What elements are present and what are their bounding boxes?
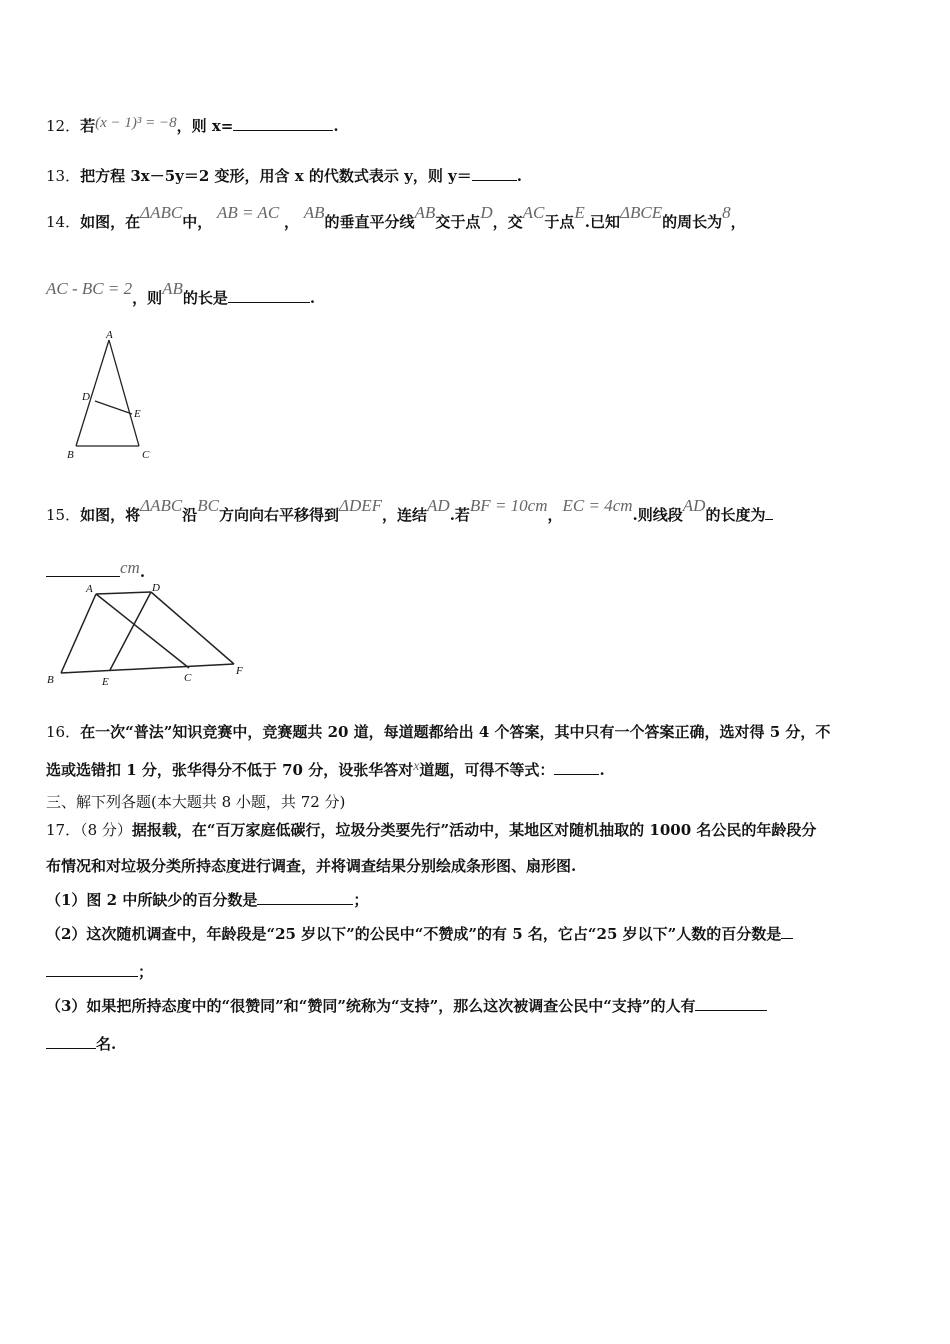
section-3-title: 三、解下列各题(本大题共 8 小题，共 72 分) xyxy=(46,793,346,811)
q15-math-4: AD xyxy=(427,496,450,515)
side-ac xyxy=(109,340,139,446)
label-b: B xyxy=(67,449,74,461)
q17-number: 17． xyxy=(46,821,81,839)
label-d: D xyxy=(82,391,90,403)
q13-answer-blank xyxy=(472,166,517,181)
q14-math-8: ΔBCE xyxy=(620,203,663,222)
q17-part-3-text: （3）如果把所持态度中的“很赞同”和“赞同”统称为“支持”，那么这次被调查公民中“支持”的人有 xyxy=(46,997,696,1015)
figure-15-translation xyxy=(44,582,254,692)
q14-text-12: 的长是 xyxy=(182,289,228,307)
q17-part-3-end: 名. xyxy=(96,1035,117,1053)
q14-text-5: 交于点 xyxy=(435,213,481,231)
q16-line-2b: 道题，可得不等式： xyxy=(419,761,555,779)
q14-text-1: 如图，在 xyxy=(80,213,141,231)
q15-text-7: .则线段 xyxy=(632,506,683,524)
q14-math-4: AB xyxy=(414,203,436,222)
side-de xyxy=(110,592,151,670)
q14-math-7: E xyxy=(574,203,585,222)
q14-math-3: AB xyxy=(303,203,325,222)
q14-math-2: AB = AC xyxy=(217,203,280,222)
label-e: E xyxy=(134,408,141,420)
q14-number: 14． xyxy=(46,213,81,231)
q12-pre: 若 xyxy=(80,117,96,135)
q12-post: ，则 x= xyxy=(176,117,234,135)
label-d: D xyxy=(152,582,160,594)
q15-math-2: BC xyxy=(197,496,219,515)
side-ab xyxy=(76,340,109,446)
question-17-part-3 xyxy=(46,996,767,1016)
q15-text-4: ，连结 xyxy=(382,506,428,524)
q14-math-6: AC xyxy=(522,203,545,222)
question-14 xyxy=(46,203,746,232)
q17-part-2-blank-b xyxy=(46,962,138,977)
q15-unit: cm xyxy=(120,558,140,577)
q12-number: 12． xyxy=(46,117,81,135)
q14-text-4: 的垂直平分线 xyxy=(324,213,415,231)
q16-line-1: 在一次“普法”知识竞赛中，竞赛题共 20 道，每道题都给出 4 个答案，其中只有一个答案正确，选对得 5 分，不 xyxy=(80,723,831,741)
q13-text: 把方程 3x－5y＝2 变形，用含 x 的代数式表示 y，则 y＝ xyxy=(80,167,472,185)
q17-line-1: 据报载，在“百万家庭低碳行，垃圾分类要先行”活动中，某地区对随机抽取的 1000 名公民的年龄段分 xyxy=(131,821,817,839)
label-b: B xyxy=(47,674,54,686)
q17-part-2-end: ； xyxy=(138,963,154,981)
q17-part-3-blank-b xyxy=(46,1034,96,1049)
side-ab xyxy=(61,594,96,673)
label-a: A xyxy=(106,329,113,341)
figure-14-triangle xyxy=(62,328,162,463)
q16-line-2a: 选或选错扣 1 分，张华得分不低于 70 分，设张华答对 xyxy=(46,761,414,779)
q14-text-8: .已知 xyxy=(584,213,620,231)
q14-text-7: 于点 xyxy=(544,213,575,231)
q15-math-5: BF = 10cm xyxy=(469,496,548,515)
segment-ad xyxy=(96,592,151,594)
q12-end: . xyxy=(333,117,339,135)
baseline-bf xyxy=(61,664,234,673)
q14-text-10: ， xyxy=(730,213,746,231)
q15-text-6: ， xyxy=(547,506,563,524)
q14-text-9: 的周长为 xyxy=(662,213,723,231)
q16-variable: x xyxy=(413,759,420,774)
question-17-line-2 xyxy=(46,856,576,876)
q15-math-6: EC = 4cm xyxy=(562,496,633,515)
q14-answer-blank xyxy=(228,288,310,303)
q14-text-3: ， xyxy=(283,213,299,231)
question-17-part-2 xyxy=(46,924,793,944)
q12-answer-blank xyxy=(233,116,333,131)
q14-math-11: AB xyxy=(162,279,183,298)
q13-end: . xyxy=(516,167,523,185)
question-13 xyxy=(46,166,522,186)
q15-end: . xyxy=(139,563,146,581)
q16-end: . xyxy=(599,761,605,779)
q13-number: 13． xyxy=(46,167,81,185)
q17-part-1-end: ； xyxy=(353,891,369,909)
label-f: F xyxy=(236,665,243,677)
q16-answer-blank xyxy=(554,760,599,775)
q12-equation: (x − 1)³ = −8 xyxy=(95,115,177,131)
q17-line-2: 布情况和对垃圾分类所持态度进行调查，并将调查结果分别绘成条形图、扇形图. xyxy=(46,857,577,875)
q17-part-2-blank-a xyxy=(781,924,793,939)
q15-math-1: ΔABC xyxy=(140,496,183,515)
question-14-line-2 xyxy=(46,279,316,308)
q15-text-8: 的长度为 xyxy=(705,506,766,524)
q15-answer-blank-b xyxy=(46,562,120,577)
section-3-heading xyxy=(46,792,345,812)
q14-text-2: 中， xyxy=(182,213,213,231)
label-c: C xyxy=(184,672,192,684)
q17-part-1-blank xyxy=(257,890,353,905)
q17-part-2-text: （2）这次随机调查中，年龄段是“25 岁以下”的公民中“不赞成”的有 5 名，它占“25 岁以下”人数的百分数是 xyxy=(46,925,782,943)
question-16-line-2 xyxy=(46,760,605,782)
q16-number: 16． xyxy=(46,723,81,741)
side-df xyxy=(151,592,234,664)
q14-math-5: D xyxy=(480,203,493,222)
q14-math-9: 8 xyxy=(722,203,731,222)
question-17 xyxy=(46,820,816,840)
q15-math-7: AD xyxy=(682,496,706,515)
question-17-part-3-line-2 xyxy=(46,1034,116,1054)
q17-part-1-text: （1）图 2 中所缺少的百分数是 xyxy=(46,891,258,909)
q14-text-6: ，交 xyxy=(492,213,523,231)
q14-math-1: ΔABC xyxy=(140,203,183,222)
question-12 xyxy=(46,116,339,137)
question-15-line-2 xyxy=(46,558,146,582)
q15-math-3: ΔDEF xyxy=(338,496,382,515)
question-17-part-1 xyxy=(46,890,368,910)
question-15 xyxy=(46,496,773,525)
label-a: A xyxy=(86,583,93,595)
q15-text-5: .若 xyxy=(449,506,470,524)
q14-math-10: AC - BC = 2 xyxy=(46,279,133,298)
label-c: C xyxy=(142,449,150,461)
q17-part-3-blank-a xyxy=(695,996,767,1011)
label-e: E xyxy=(102,676,109,688)
q14-text-11: ，则 xyxy=(132,289,163,307)
q17-score: （8 分） xyxy=(80,821,132,839)
q15-text-1: 如图，将 xyxy=(80,506,141,524)
q15-text-2: 沿 xyxy=(182,506,198,524)
question-16 xyxy=(46,722,830,742)
q14-end: . xyxy=(309,289,316,307)
q15-number: 15． xyxy=(46,506,81,524)
q15-text-3: 方向向右平移得到 xyxy=(218,506,339,524)
question-17-part-2-line-2 xyxy=(46,962,153,982)
q15-answer-blank-a xyxy=(765,505,773,520)
side-ac xyxy=(96,594,189,668)
